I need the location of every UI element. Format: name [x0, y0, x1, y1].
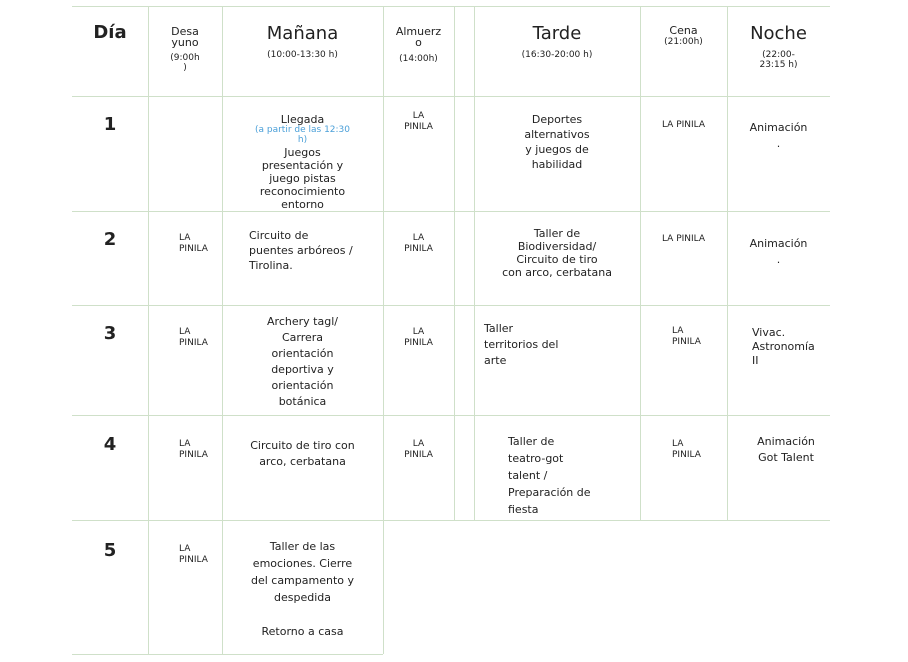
- row-1-almuerzo: LA PINILA: [404, 111, 433, 132]
- row-3-cena: LA PINILA: [672, 326, 701, 347]
- row-4-cena: LA PINILA: [672, 439, 701, 460]
- row-2-cena: LA PINILA: [661, 234, 706, 244]
- row-5-day: 5: [103, 540, 117, 561]
- row-3-tarde: Taller territorios del arte: [484, 322, 559, 367]
- header-almuerzo: Almuerz o: [395, 25, 442, 49]
- grid-line: [72, 654, 383, 655]
- header-noche: Noche: [750, 23, 807, 44]
- row-4-day: 4: [103, 434, 117, 455]
- row-5-manana: Taller de las emociones. Cierre del campamento y despedida Retorno a casa: [250, 540, 355, 638]
- row-4-noche: Animación Got Talent: [757, 435, 815, 464]
- row-1-manana-note: (a partir de las 12:30 h): [254, 125, 351, 145]
- row-2-day: 2: [103, 229, 117, 250]
- row-3-almuerzo: LA PINILA: [404, 327, 433, 348]
- header-almuerzo-time: (14:00h): [399, 54, 438, 64]
- row-4-almuerzo: LA PINILA: [404, 439, 433, 460]
- row-2-desayuno: LA PINILA: [179, 233, 208, 254]
- header-desayuno-time: (9:00h ): [170, 53, 200, 73]
- header-cena: Cena: [669, 24, 698, 37]
- header-tarde-time: (16:30-20:00 h): [521, 50, 593, 60]
- header-manana-time: (10:00-13:30 h): [267, 50, 338, 60]
- row-1-noche: Animación .: [749, 121, 808, 150]
- grid-line: [72, 520, 830, 521]
- row-1-tarde: Deportes alternativos y juegos de habilidad: [524, 113, 590, 171]
- header-tarde: Tarde: [532, 23, 582, 44]
- row-2-almuerzo: LA PINILA: [404, 233, 433, 254]
- header-manana: Mañana: [266, 23, 339, 44]
- row-1-cena: LA PINILA: [661, 120, 706, 130]
- header-noche-time: (22:00- 23:15 h): [759, 50, 798, 70]
- row-3-manana: Archery tagl/ Carrera orientación deportiva y orientación botánica: [267, 315, 338, 408]
- row-3-noche: Vivac. Astronomía II: [752, 326, 815, 367]
- row-1-manana-title: Llegada: [280, 113, 325, 126]
- row-1-manana: Juegos presentación y juego pistas reconocimiento entorno: [259, 146, 346, 211]
- header-cena-time: (21:00h): [664, 37, 703, 47]
- row-2-manana: Circuito de puentes arbóreos / Tirolina.: [249, 229, 353, 272]
- grid-line: [72, 305, 830, 306]
- row-2-tarde: Taller de Biodiversidad/ Circuito de tiro con arco, cerbatana: [502, 227, 612, 279]
- row-2-noche: Animación .: [749, 237, 808, 266]
- row-3-desayuno: LA PINILA: [179, 327, 208, 348]
- grid-line: [72, 415, 830, 416]
- row-1-day: 1: [103, 114, 117, 135]
- grid-line: [72, 211, 830, 212]
- header-dia: Día: [93, 22, 127, 43]
- row-4-manana: Circuito de tiro con arco, cerbatana: [250, 439, 355, 468]
- row-3-day: 3: [103, 323, 117, 344]
- grid-line: [72, 6, 830, 7]
- row-4-desayuno: LA PINILA: [179, 439, 208, 460]
- row-4-tarde: Taller de teatro-got talent / Preparación de fiesta: [508, 435, 591, 516]
- header-desayuno: Desa yuno: [171, 25, 199, 49]
- row-5-desayuno: LA PINILA: [179, 544, 208, 565]
- grid-line: [454, 6, 455, 520]
- grid-line: [72, 96, 830, 97]
